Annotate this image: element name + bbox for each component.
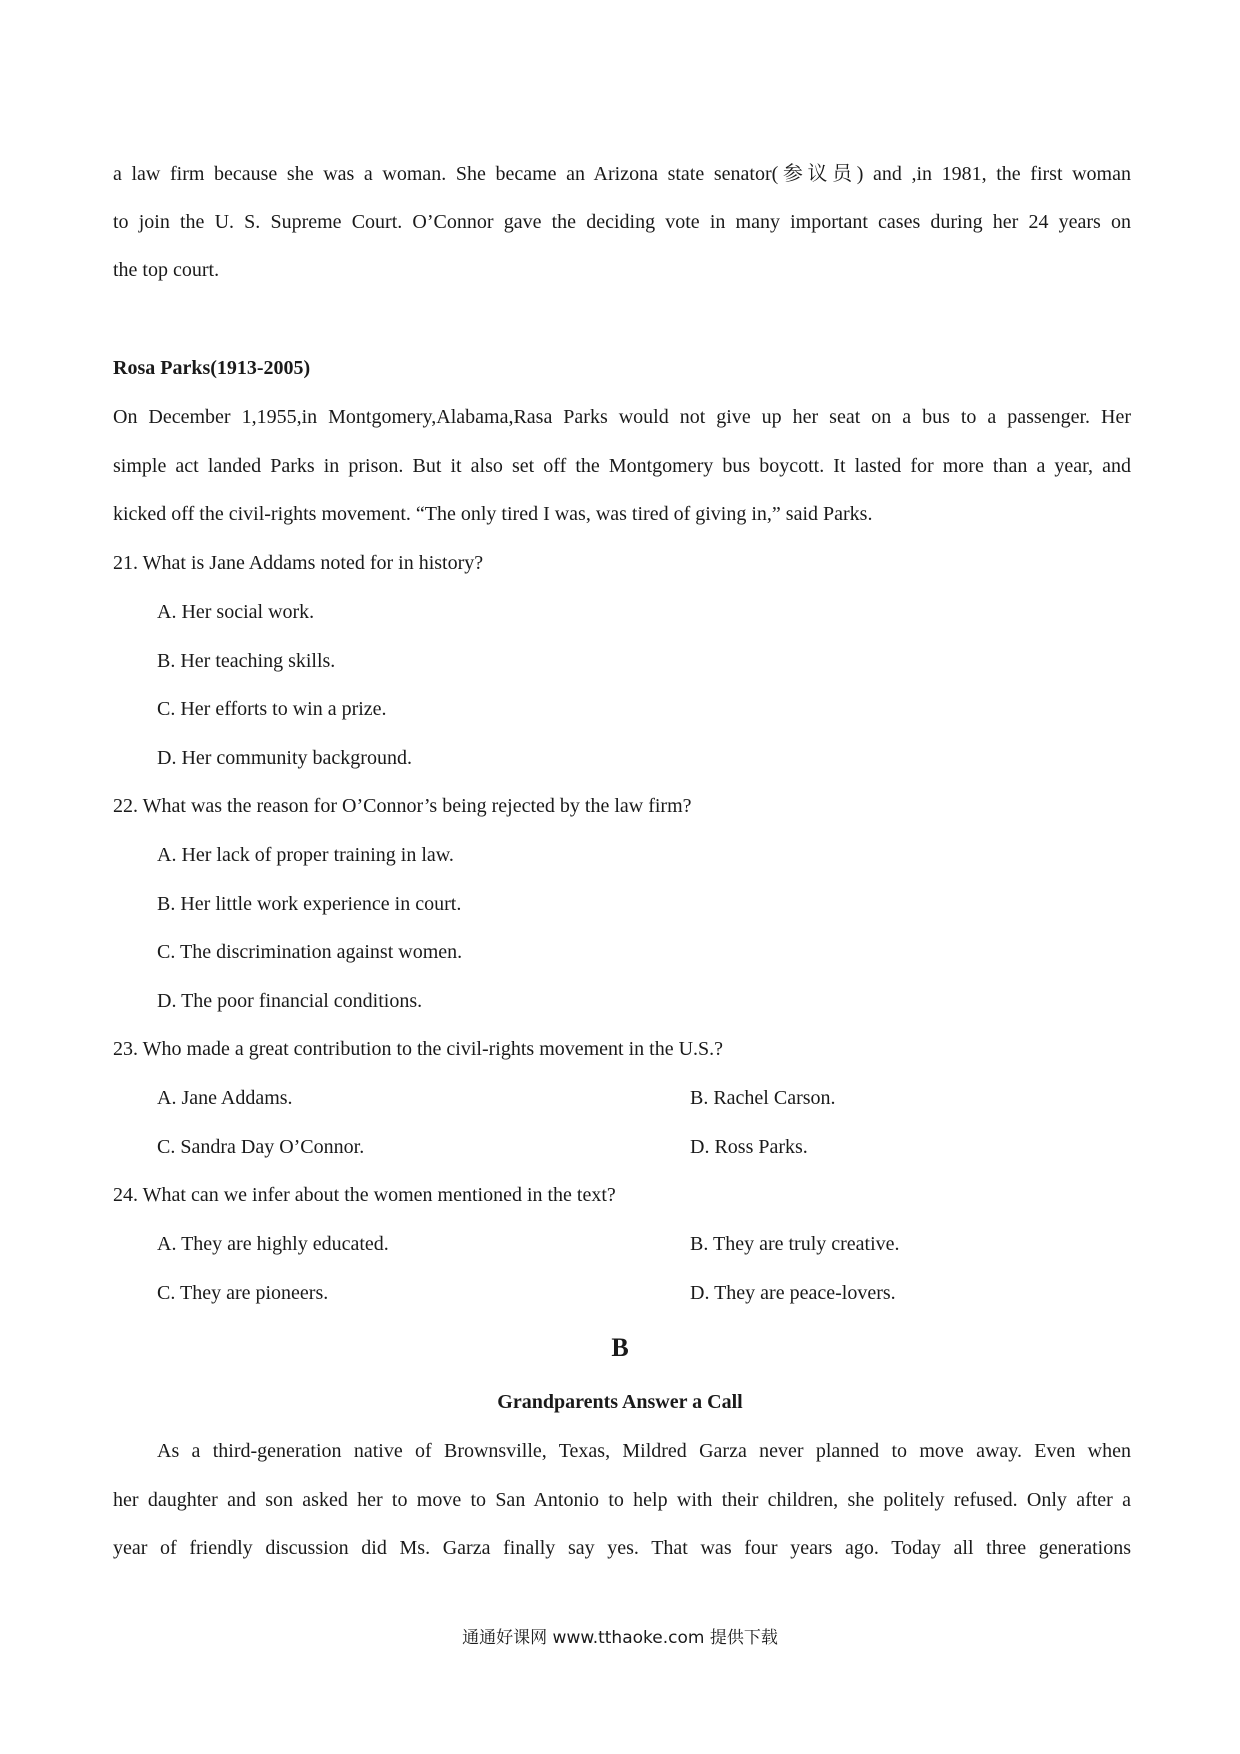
section-b-title: Grandparents Answer a Call [497, 1391, 743, 1413]
question-24-option-b: B. They are truly creative. [690, 1233, 900, 1255]
section-b-line-1: As a third-generation native of Brownsville, Texas, Mildred Garza never planned to move away. Even when [157, 1440, 1131, 1462]
rosa-parks-line-2: simple act landed Parks in prison. But it also set off the Montgomery bus boycott. It lasted for more than a year, and [113, 455, 1131, 477]
question-23-stem: 23. Who made a great contribution to the civil-rights movement in the U.S.? [113, 1038, 724, 1060]
question-23-option-b: B. Rachel Carson. [690, 1087, 836, 1109]
question-22-option-a: A. Her lack of proper training in law. [157, 844, 454, 866]
rosa-parks-line-1: On December 1,1955,in Montgomery,Alabama,Rasa Parks would not give up her seat on a bus to a passenger. Her [113, 406, 1131, 428]
question-21-option-c: C. Her efforts to win a prize. [157, 698, 387, 720]
passage-a-line-1: a law firm because she was a woman. She became an Arizona state senator(参议员) and ,in 1981, the first woman [113, 163, 1131, 185]
rosa-parks-heading: Rosa Parks(1913-2005) [113, 357, 311, 379]
question-21-option-d: D. Her community background. [157, 747, 412, 769]
rosa-parks-line-3: kicked off the civil-rights movement. “The only tired I was, was tired of giving in,” said Parks. [113, 503, 873, 525]
question-22-option-c: C. The discrimination against women. [157, 941, 463, 963]
question-21-option-a: A. Her social work. [157, 601, 315, 623]
question-21-stem: 21. What is Jane Addams noted for in history? [113, 552, 484, 574]
question-23-option-c: C. Sandra Day O’Connor. [157, 1136, 365, 1158]
question-21-option-b: B. Her teaching skills. [157, 650, 336, 672]
question-24-stem: 24. What can we infer about the women mentioned in the text? [113, 1184, 616, 1206]
question-22-stem: 22. What was the reason for O’Connor’s being rejected by the law firm? [113, 795, 692, 817]
passage-a-line-3: the top court. [113, 259, 220, 281]
section-b-line-2: her daughter and son asked her to move to San Antonio to help with their children, she politely refused. Only after a [113, 1489, 1131, 1511]
section-b-line-3: year of friendly discussion did Ms. Garza finally say yes. That was four years ago. Today all three generations [113, 1537, 1131, 1559]
question-22-option-d: D. The poor financial conditions. [157, 990, 423, 1012]
question-24-option-d: D. They are peace-lovers. [690, 1282, 896, 1304]
question-23-option-a: A. Jane Addams. [157, 1087, 293, 1109]
question-24-option-a: A. They are highly educated. [157, 1233, 389, 1255]
question-23-option-d: D. Ross Parks. [690, 1136, 808, 1158]
footer-watermark: 通通好课网 www.tthaoke.com 提供下载 [462, 1628, 778, 1648]
question-24-option-c: C. They are pioneers. [157, 1282, 329, 1304]
passage-a-line-2: to join the U. S. Supreme Court. O’Connor gave the deciding vote in many important cases during her 24 years on [113, 211, 1131, 233]
question-22-option-b: B. Her little work experience in court. [157, 893, 462, 915]
section-b-letter: B [611, 1333, 629, 1362]
